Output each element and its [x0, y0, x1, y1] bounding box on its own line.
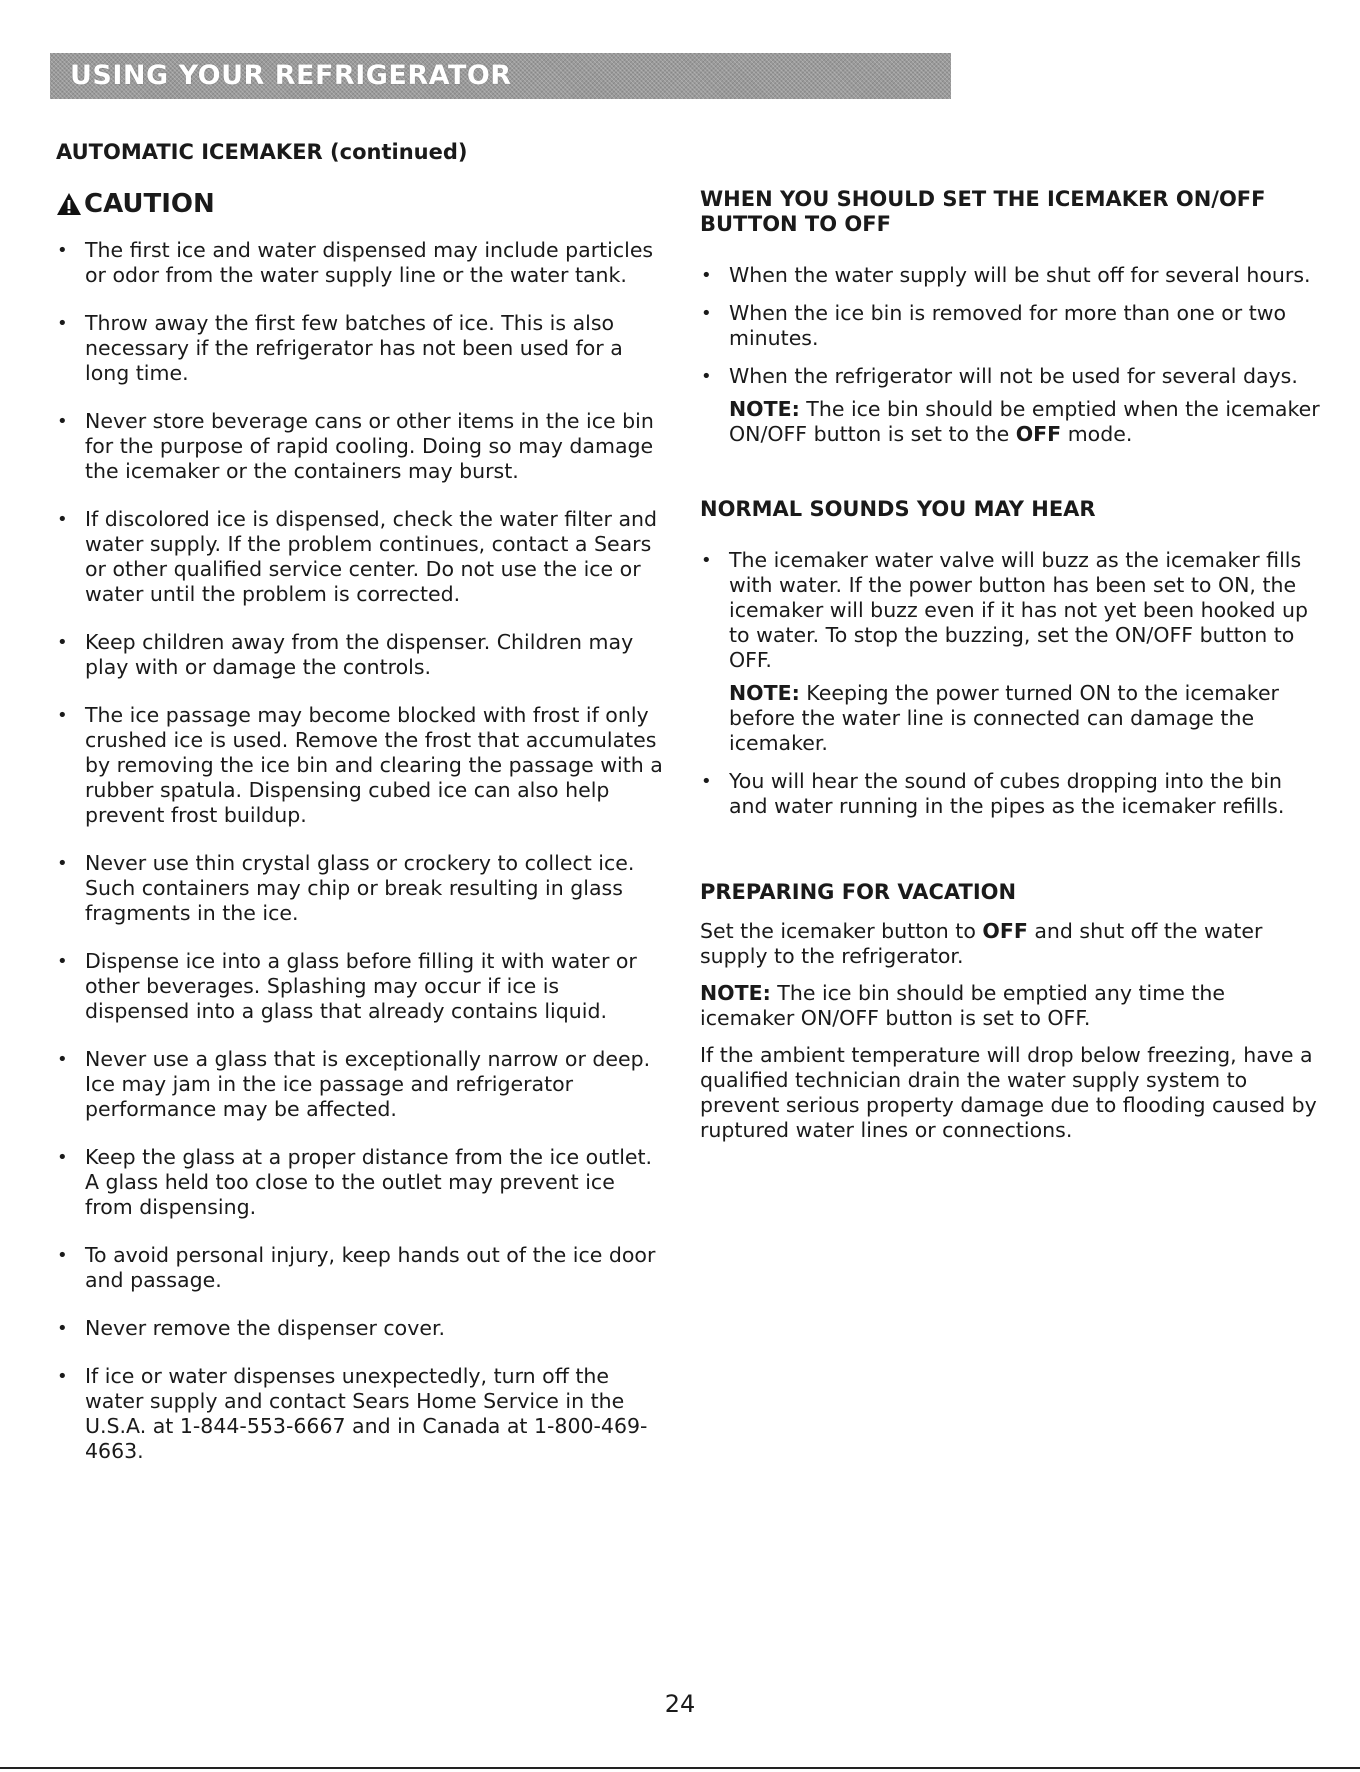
- note-label: NOTE:: [700, 981, 771, 1005]
- list-item: • The first ice and water dispensed may include particles or odor from the water supply line or the water tank.: [57, 238, 654, 287]
- list-item: • The ice passage may become blocked with frost if only crushed ice is used. Remove the frost that accumulates by removing the ice bin and clearing the passage with a rubber spatula. Dispensing cubed ice can also help prevent frost buildup.: [57, 703, 663, 827]
- list-item: • If ice or water dispenses unexpectedly, turn off the water supply and contact Sears Home Service in the U.S.A. at 1-844-553-6667 and in Canada at 1-800-469-4663.: [57, 1364, 648, 1463]
- bullet-icon: •: [57, 1147, 68, 1168]
- section-normal-sounds: [700, 497, 1320, 819]
- section-title-vacation: PREPARING FOR VACATION: [700, 880, 1017, 904]
- caution-label: CAUTION: [84, 189, 215, 219]
- caution-heading: [56, 189, 668, 219]
- list-item: • To avoid personal injury, keep hands out of the ice door and passage.: [57, 1243, 656, 1292]
- section-icemaker-off: [700, 187, 1320, 447]
- list-item: • Throw away the first few batches of ice. This is also necessary if the refrigerator has not been used for a long time.: [57, 311, 623, 385]
- list-item: • If discolored ice is dispensed, check the water filter and water supply. If the problem continues, contact a Sears or other qualified service center. Do not use the ice or water until the problem is corrected.: [57, 507, 658, 606]
- caution-list: [56, 238, 668, 1464]
- right-column: [700, 187, 1320, 1143]
- bullet-icon: •: [57, 240, 68, 261]
- list-item: • When the ice bin is removed for more than one or two minutes.: [701, 301, 1287, 350]
- bullet-icon: •: [57, 853, 68, 874]
- note-label: NOTE:: [729, 681, 800, 705]
- vacation-note: NOTE: The ice bin should be emptied any time the icemaker ON/OFF button is set to OFF.: [700, 981, 1225, 1030]
- page-number: 24: [664, 1690, 696, 1718]
- section-preparing-for-vacation: [700, 880, 1320, 1143]
- list-item: • Never use thin crystal glass or crockery to collect ice. Such containers may chip or break resulting in glass fragments in the ice.: [57, 851, 635, 925]
- bullet-icon: •: [57, 1366, 68, 1387]
- section-title-automatic-icemaker: AUTOMATIC ICEMAKER (continued): [56, 140, 468, 164]
- bullet-icon: •: [701, 303, 712, 324]
- bullet-icon: •: [57, 951, 68, 972]
- vacation-paragraph-1: Set the icemaker button to OFF and shut off the water supply to the refrigerator.: [700, 919, 1263, 968]
- section-title-normal-sounds: NORMAL SOUNDS YOU MAY HEAR: [700, 497, 1096, 521]
- list-item: • You will hear the sound of cubes dropping into the bin and water running in the pipes as the icemaker refills.: [701, 769, 1285, 818]
- bottom-divider: [0, 1767, 1360, 1769]
- list-item: • Never use a glass that is exceptionally narrow or deep. Ice may jam in the ice passage and refrigerator performance may be affected.: [57, 1047, 651, 1121]
- note-label: NOTE:: [729, 397, 800, 421]
- section-title-icemaker-off: WHEN YOU SHOULD SET THE ICEMAKER ON/OFF BUTTON TO OFF: [700, 187, 1266, 236]
- note-normal-sounds: NOTE: Keeping the power turned ON to the icemaker before the water line is connected can damage the icemaker.: [729, 681, 1279, 755]
- list-item: • The icemaker water valve will buzz as the icemaker fills with water. If the power button has been set to ON, the icemaker will buzz even if it has not yet been hooked up to water. To stop the buzzing, set the ON/OFF button to OFF. NOTE: Keeping the power turned ON to the icemaker before the water line is connected can damage the icemaker.: [700, 548, 1320, 756]
- list-item: • Never remove the dispenser cover.: [57, 1316, 446, 1340]
- banner-title: USING YOUR REFRIGERATOR: [70, 60, 512, 91]
- icemaker-off-list: [700, 263, 1320, 447]
- list-item: • Keep children away from the dispenser. Children may play with or damage the controls.: [57, 630, 634, 679]
- bullet-icon: •: [57, 1049, 68, 1070]
- warning-triangle-icon: [56, 192, 82, 216]
- bullet-icon: •: [57, 509, 68, 530]
- list-item: • Dispense ice into a glass before filling it with water or other beverages. Splashing may occur if ice is dispensed into a glass that already contains liquid.: [57, 949, 637, 1023]
- list-item: • Never store beverage cans or other items in the ice bin for the purpose of rapid cooling. Doing so may damage the icemaker or the containers may burst.: [57, 409, 654, 483]
- bullet-icon: •: [57, 411, 68, 432]
- bullet-icon: •: [57, 1318, 68, 1339]
- bullet-icon: •: [57, 705, 68, 726]
- note-icemaker-off: NOTE: The ice bin should be emptied when the icemaker ON/OFF button is set to the OFF mode.: [729, 397, 1320, 446]
- list-item: • When the water supply will be shut off for several hours.: [701, 263, 1311, 287]
- list-item: • When the refrigerator will not be used for several days. NOTE: The ice bin should be emptied when the icemaker ON/OFF button is set to the OFF mode.: [701, 364, 1320, 446]
- left-column: [56, 140, 668, 1464]
- normal-sounds-list: [700, 548, 1320, 819]
- bullet-icon: •: [701, 265, 712, 286]
- list-item: • Keep the glass at a proper distance from the ice outlet. A glass held too close to the outlet may prevent ice from dispensing.: [57, 1145, 653, 1219]
- section-banner: [50, 53, 951, 99]
- bullet-icon: •: [57, 1245, 68, 1266]
- vacation-paragraph-3: If the ambient temperature will drop below freezing, have a qualified technician drain the water supply system to prevent serious property damage due to flooding caused by ruptured water lines or connections.: [700, 1043, 1317, 1142]
- bullet-icon: •: [57, 632, 68, 653]
- bullet-icon: •: [701, 366, 712, 387]
- bullet-icon: •: [701, 771, 712, 792]
- bullet-icon: •: [701, 550, 712, 571]
- bullet-icon: •: [57, 313, 68, 334]
